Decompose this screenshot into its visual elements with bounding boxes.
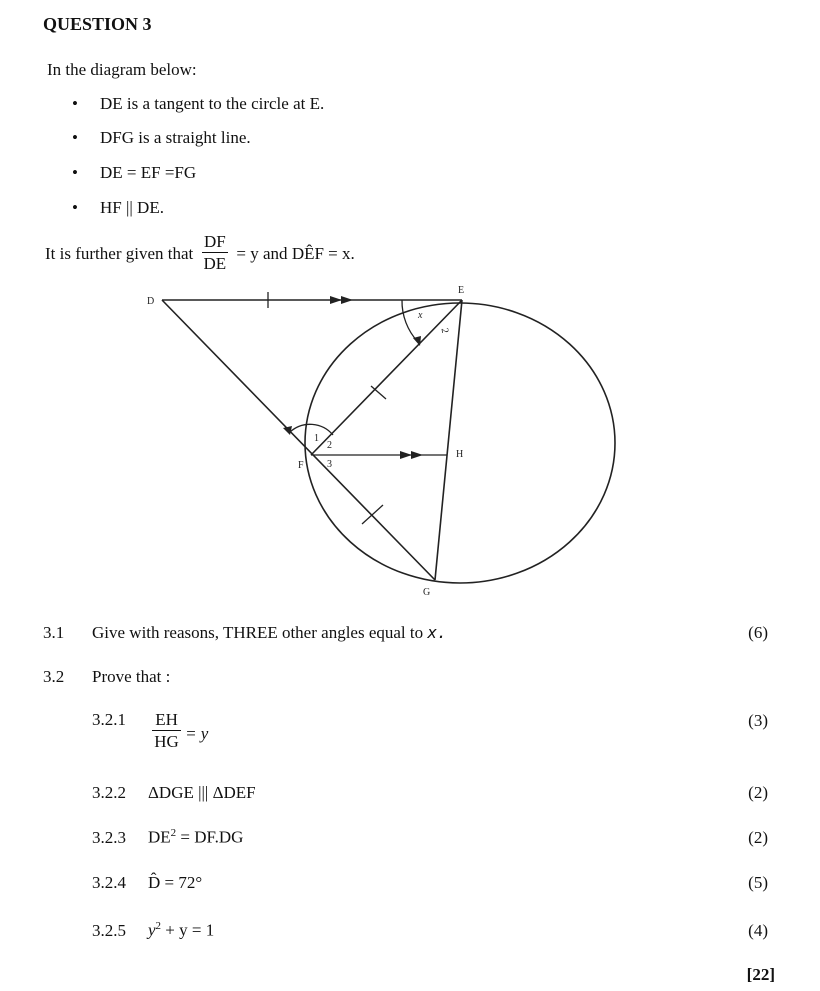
subquestion bbox=[92, 827, 243, 848]
subquestion-number: 3.2.4 bbox=[92, 873, 126, 892]
question-marks: (6) bbox=[748, 623, 768, 642]
total-marks: [22] bbox=[746, 965, 775, 984]
point-label-D: D bbox=[147, 296, 155, 307]
bullet-icon: • bbox=[72, 128, 78, 147]
parallel-arrow-icon bbox=[341, 296, 353, 304]
subquestion-tail: = y bbox=[185, 724, 209, 743]
line-EG bbox=[435, 300, 462, 580]
subquestion-fraction bbox=[152, 710, 181, 753]
circle bbox=[305, 303, 615, 583]
bullet-icon: • bbox=[72, 163, 78, 182]
subquestion-text-a: DE bbox=[148, 827, 171, 847]
subquestion-marks: (2) bbox=[748, 783, 768, 802]
bullet-text: DFG is a straight line. bbox=[100, 128, 251, 147]
point-label-G: G bbox=[423, 587, 431, 598]
subquestion-superscript: 2 bbox=[170, 827, 177, 839]
subquestion-marks: (2) bbox=[748, 828, 768, 847]
subquestion-marks: (3) bbox=[748, 711, 768, 730]
line-DFG bbox=[162, 300, 435, 580]
angle-arrow-icon bbox=[283, 426, 292, 435]
question-number: 3.2 bbox=[43, 667, 65, 686]
subquestion bbox=[92, 873, 202, 893]
line-EF bbox=[311, 300, 462, 455]
subquestion-number: 3.2.3 bbox=[92, 827, 126, 847]
given-angle: DÊF = x. bbox=[291, 243, 355, 263]
bullet-icon: • bbox=[72, 198, 78, 217]
intro-text: In the diagram below: bbox=[47, 60, 197, 79]
angle-label-x: x bbox=[418, 310, 423, 321]
question-text: Prove that : bbox=[92, 667, 171, 686]
point-label-H: H bbox=[456, 449, 464, 460]
bullet-text: DE = EF =FG bbox=[100, 163, 197, 182]
question-number: 3.1 bbox=[43, 623, 65, 642]
subquestion-marks: (5) bbox=[748, 873, 768, 892]
bullet-icon: • bbox=[72, 94, 78, 113]
bullet-text: HF || DE. bbox=[100, 198, 164, 217]
subquestion-text-b: + y = 1 bbox=[161, 920, 215, 940]
parallel-arrow-icon bbox=[400, 451, 412, 459]
subquestion-text-b: = DF.DG bbox=[176, 827, 244, 847]
question-variable: x. bbox=[427, 623, 447, 642]
point-label-F: F bbox=[298, 460, 304, 471]
angle-label-F1: 1 bbox=[314, 433, 319, 444]
subquestion-superscript: 2 bbox=[155, 920, 162, 932]
subquestion bbox=[92, 783, 256, 803]
parallel-arrow-icon bbox=[411, 451, 423, 459]
angle-label-E2: 2 bbox=[438, 327, 451, 335]
given-prefix: It is further given that bbox=[45, 243, 194, 263]
subquestion-number: 3.2.1 bbox=[92, 710, 126, 729]
given-mid: = y and bbox=[236, 243, 288, 263]
fraction-denominator: DE bbox=[203, 254, 227, 273]
equal-tick-EF bbox=[371, 386, 386, 399]
fraction-numerator: DF bbox=[202, 232, 229, 253]
fraction-numerator: EH bbox=[152, 710, 181, 731]
point-label-E: E bbox=[458, 285, 465, 296]
subquestion bbox=[92, 710, 208, 753]
subquestion-number: 3.2.2 bbox=[92, 783, 126, 802]
subquestion bbox=[92, 920, 214, 941]
angle-arc-F bbox=[290, 424, 333, 435]
angle-label-F2: 2 bbox=[327, 440, 332, 451]
parallel-arrow-icon bbox=[330, 296, 342, 304]
subquestion-number: 3.2.5 bbox=[92, 920, 126, 940]
fraction-denominator: HG bbox=[154, 732, 179, 751]
angle-arc-x bbox=[402, 300, 418, 342]
subquestion-text: ΔDGE ||| ΔDEF bbox=[148, 783, 256, 802]
subquestion-marks: (4) bbox=[748, 921, 768, 940]
question-text-main: Give with reasons, THREE other angles equal to bbox=[92, 623, 424, 642]
subquestion-text-a: y bbox=[148, 920, 156, 940]
angle-label-F3: 3 bbox=[327, 459, 332, 470]
bullet-text: DE is a tangent to the circle at E. bbox=[100, 94, 325, 113]
question-heading: QUESTION 3 bbox=[43, 14, 152, 34]
subquestion-text: D̂ = 72° bbox=[148, 873, 203, 892]
question-text bbox=[92, 623, 447, 643]
